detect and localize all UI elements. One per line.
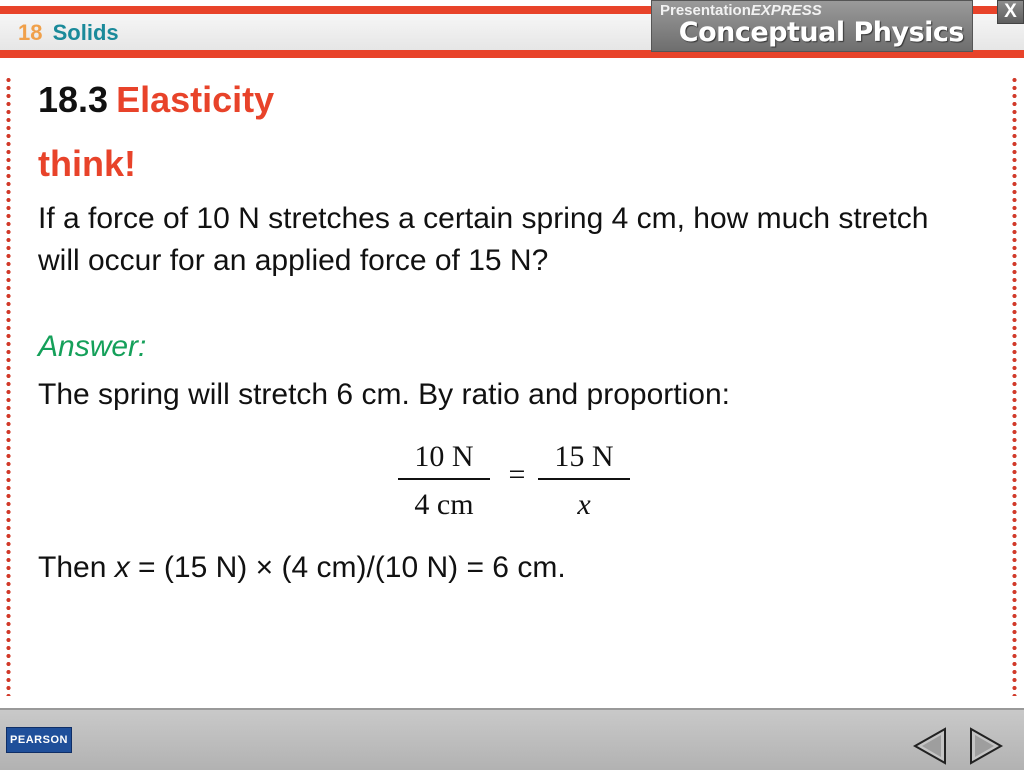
left-dotted-rail <box>6 76 11 696</box>
chapter-title: Solids <box>52 20 119 45</box>
close-button[interactable]: X <box>997 0 1024 24</box>
header-bar <box>0 0 1024 62</box>
left-denominator: 4 cm <box>414 488 474 521</box>
left-fraction <box>398 438 490 522</box>
brand-tagline: PresentationEXPRESS <box>660 2 822 19</box>
right-numerator: 15 N <box>554 440 614 473</box>
solution-text: Then x = (15 N) × (4 cm)/(10 N) = 6 cm. <box>38 551 566 584</box>
proportion-equation <box>398 438 648 528</box>
left-fraction-bar <box>398 478 490 480</box>
previous-arrow-icon[interactable] <box>912 726 948 766</box>
section-title <box>38 79 274 121</box>
chapter-number: 18 <box>18 20 43 45</box>
footer-bar <box>0 708 1024 770</box>
brand-logo <box>651 0 973 52</box>
brand-title: Conceptual Physics <box>678 17 964 48</box>
variable-x: x <box>114 551 130 584</box>
left-numerator: 10 N <box>414 440 474 473</box>
right-fraction <box>538 438 630 522</box>
right-dotted-rail <box>1012 76 1017 696</box>
right-denominator: x <box>577 488 591 521</box>
think-label: think! <box>38 143 136 184</box>
next-arrow-icon[interactable] <box>968 726 1004 766</box>
section-word: Elasticity <box>116 79 275 120</box>
pearson-logo: PEARSON <box>6 727 72 753</box>
right-fraction-bar <box>538 478 630 480</box>
section-number: 18.3 <box>38 79 109 120</box>
equals-sign: = <box>508 458 526 491</box>
answer-label: Answer: <box>38 330 147 363</box>
question-text: If a force of 10 N stretches a certain spring 4 cm, how much stretch will occur for an applied force of 15 N? <box>38 202 929 277</box>
chapter-label <box>18 20 119 46</box>
answer-text: The spring will stretch 6 cm. By ratio and proportion: <box>38 378 730 411</box>
